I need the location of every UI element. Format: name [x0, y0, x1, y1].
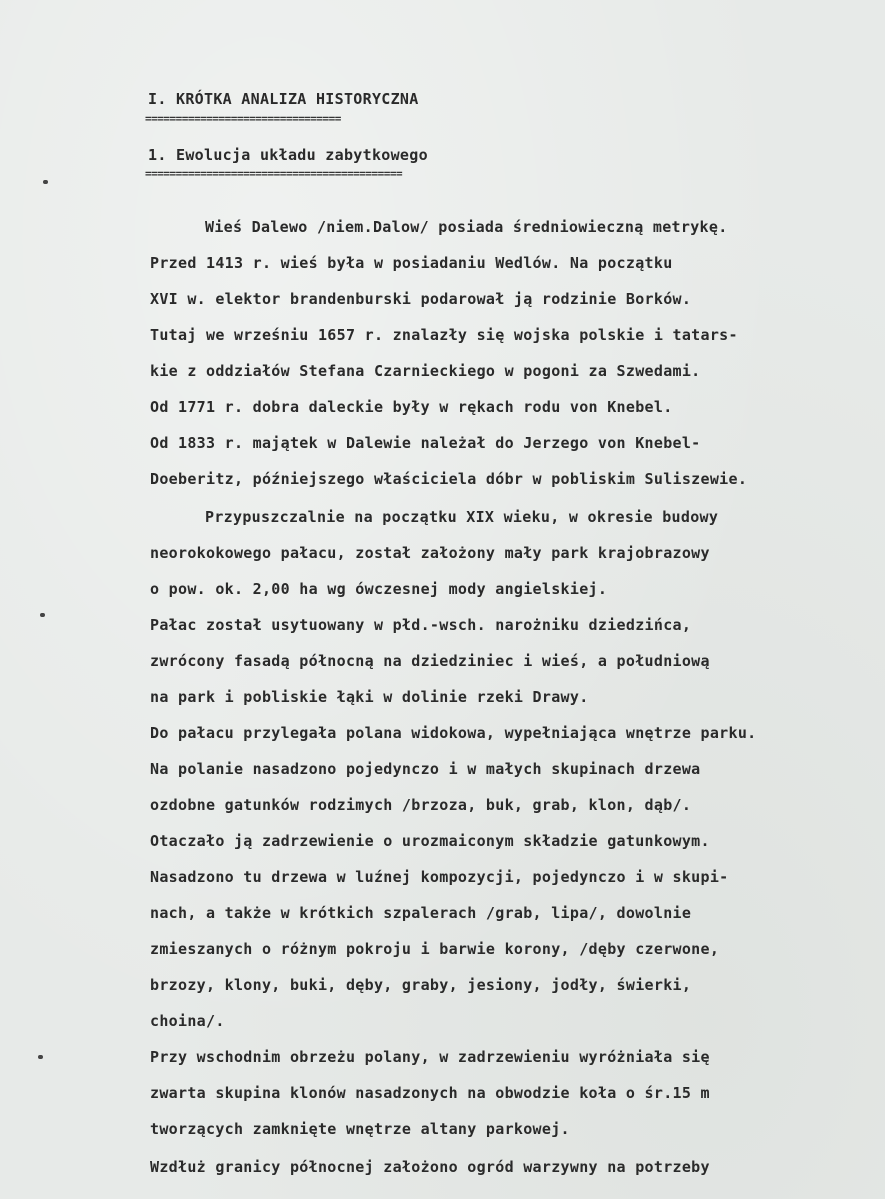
body-line: choina/.	[150, 1012, 225, 1030]
section-title: I. KRÓTKA ANALIZA HISTORYCZNA	[148, 90, 419, 108]
body-line: Doeberitz, późniejszego właściciela dóbr w pobliskim Suliszewie.	[150, 470, 748, 488]
subsection-title: 1. Ewolucja układu zabytkowego	[148, 146, 428, 164]
body-line: na park i pobliskie łąki w dolinie rzeki Drawy.	[150, 688, 589, 706]
subtitle-underline: ==========================================	[145, 167, 403, 180]
body-line: Wzdłuż granicy północnej założono ogród warzywny na potrzeby	[150, 1158, 710, 1176]
body-line: Otaczało ją zadrzewienie o urozmaiconym składzie gatunkowym.	[150, 832, 710, 850]
body-line: nach, a także w krótkich szpalerach /grab, lipa/, dowolnie	[150, 904, 692, 922]
binder-mark	[38, 1055, 43, 1059]
body-line: zwarta skupina klonów nasadzonych na obwodzie koła o śr.15 m	[150, 1084, 710, 1102]
body-line: ozdobne gatunków rodzimych /brzoza, buk, grab, klon, dąb/.	[150, 796, 692, 814]
body-line: neorokokowego pałacu, został założony mały park krajobrazowy	[150, 544, 710, 562]
body-line: tworzących zamknięte wnętrze altany parkowej.	[150, 1120, 570, 1138]
body-line: Wieś Dalewo /niem.Dalow/ posiada średniowieczną metrykę.	[205, 218, 728, 236]
body-line: kie z oddziałów Stefana Czarnieckiego w pogoni za Szwedami.	[150, 362, 701, 380]
body-line: Nasadzono tu drzewa w luźnej kompozycji, pojedynczo i w skupi-	[150, 868, 729, 886]
body-line: XVI w. elektor brandenburski podarował ją rodzinie Borków.	[150, 290, 692, 308]
body-line: brzozy, klony, buki, dęby, graby, jesiony, jodły, świerki,	[150, 976, 692, 994]
body-line: zmieszanych o różnym pokroju i barwie korony, /dęby czerwone,	[150, 940, 720, 958]
body-line: Na polanie nasadzono pojedynczo i w małych skupinach drzewa	[150, 760, 701, 778]
body-line: Od 1833 r. majątek w Dalewie należał do Jerzego von Knebel-	[150, 434, 701, 452]
body-line: Do pałacu przylegała polana widokowa, wypełniająca wnętrze parku.	[150, 724, 757, 742]
body-line: o pow. ok. 2,00 ha wg ówczesnej mody angielskiej.	[150, 580, 608, 598]
body-line: Tutaj we wrześniu 1657 r. znalazły się wojska polskie i tatars-	[150, 326, 738, 344]
body-line: zwrócony fasadą północną na dziedziniec i wieś, a południową	[150, 652, 710, 670]
body-line: Pałac został usytuowany w płd.-wsch. narożniku dziedzińca,	[150, 616, 692, 634]
body-line: Przypuszczalnie na początku XIX wieku, w okresie budowy	[205, 508, 719, 526]
body-line: Przy wschodnim obrzeżu polany, w zadrzewieniu wyróżniała się	[150, 1048, 710, 1066]
binder-mark	[40, 613, 45, 617]
body-line: Przed 1413 r. wieś była w posiadaniu Wedlów. Na początku	[150, 254, 673, 272]
body-line: Od 1771 r. dobra daleckie były w rękach rodu von Knebel.	[150, 398, 673, 416]
title-underline: ================================	[145, 112, 341, 125]
binder-mark	[43, 180, 48, 184]
